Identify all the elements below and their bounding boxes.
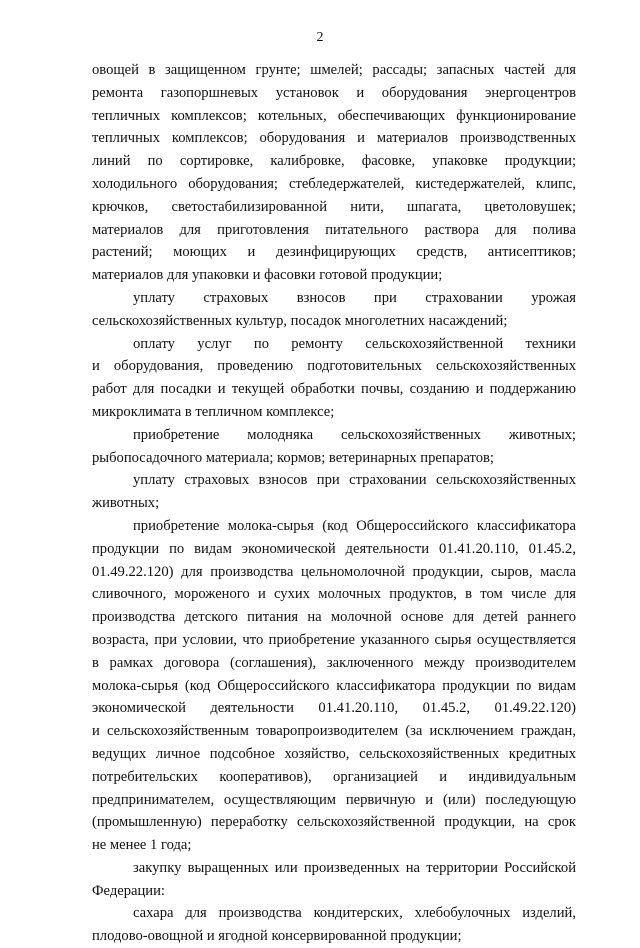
text-line: оплату услуг по ремонту сельскохозяйственной техники xyxy=(133,335,576,352)
text-line: уплату страховых взносов при страховании сельскохозяйственных xyxy=(133,472,576,489)
text-line: материалов для упаковки и фасовки готовой продукции; xyxy=(92,267,443,284)
text-line: закупку выращенных или произведенных на территории Российской xyxy=(133,859,576,876)
text-line: работ для посадки и текущей обработки почвы, созданию и поддержанию xyxy=(92,381,576,398)
text-line: животных; xyxy=(92,495,160,512)
text-line: производства детского питания на молочной основе для детей раннего xyxy=(92,609,576,626)
text-line: ремонта газопоршневых установок и оборудования энергоцентров xyxy=(92,84,576,101)
text-line: рыбопосадочного материала; кормов; ветеринарных препаратов; xyxy=(92,449,494,466)
page-number: 2 xyxy=(316,30,324,45)
text-line: линий по сортировке, калибровке, фасовке, упаковке продукции; xyxy=(92,153,576,170)
text-line: плодово-овощной и ягодной консервированной продукции; xyxy=(92,928,462,945)
text-line: овощей в защищенном грунте; шмелей; рассады; запасных частей для xyxy=(92,62,576,78)
text-line: приобретение молока-сырья (код Общероссийского классификатора xyxy=(133,517,576,534)
body-text xyxy=(92,59,576,948)
text-line: экономической деятельности 01.41.20.110, 01.45.2, 01.49.22.120) xyxy=(92,700,576,717)
text-line: материалов для приготовления питательного раствора для полива xyxy=(92,221,576,238)
text-line: потребительских кооперативов), организацией и индивидуальным xyxy=(92,768,576,785)
text-line: сахара для производства кондитерских, хлебобулочных изделий, xyxy=(133,905,576,922)
text-line: не менее 1 года; xyxy=(92,837,192,854)
text-line: ведущих личное подсобное хозяйство, сельскохозяйственных кредитных xyxy=(92,745,576,762)
text-line: тепличных комплексов; оборудования и материалов производственных xyxy=(92,130,576,147)
text-line: холодильного оборудования; стебледержателей, кистедержателей, клипс, xyxy=(92,175,576,192)
text-line: растений; моющих и дезинфицирующих средств, антисептиков; xyxy=(92,244,576,261)
text-line: крючков, светостабилизированной нити, шпагата, цветоловушек; xyxy=(92,198,576,215)
text-line: в рамках договора (соглашения), заключенного между производителем xyxy=(92,654,576,671)
text-line: и оборудования, проведению подготовительных сельскохозяйственных xyxy=(92,358,576,375)
text-line: возраста, при условии, что приобретение указанного сырья осуществляется xyxy=(92,631,576,648)
text-line: и сельскохозяйственным товаропроизводителем (за исключением граждан, xyxy=(92,723,576,740)
text-line: сельскохозяйственных культур, посадок многолетних насаждений; xyxy=(92,312,508,329)
text-line: уплату страховых взносов при страховании урожая xyxy=(133,289,576,306)
text-line: сливочного, мороженого и сухих молочных продуктов, в том числе для xyxy=(92,586,576,603)
text-line: тепличных комплексов; котельных, обеспечивающих функционирование xyxy=(92,107,576,124)
text-line: микроклимата в тепличном комплексе; xyxy=(92,403,335,420)
text-line: (промышленную) переработку сельскохозяйственной продукции, на срок xyxy=(92,814,576,831)
text-line: предпринимателем, осуществляющим первичную и (или) последующую xyxy=(92,791,576,808)
text-line: Федерации: xyxy=(92,882,165,899)
text-line: приобретение молодняка сельскохозяйственных животных; xyxy=(133,426,576,443)
text-line: 01.49.22.120) для производства цельномолочной продукции, сыров, масла xyxy=(92,563,576,580)
text-line: продукции по видам экономической деятельности 01.41.20.110, 01.45.2, xyxy=(92,540,576,557)
text-line: молока-сырья (код Общероссийского классификатора продукции по видам xyxy=(92,677,576,694)
